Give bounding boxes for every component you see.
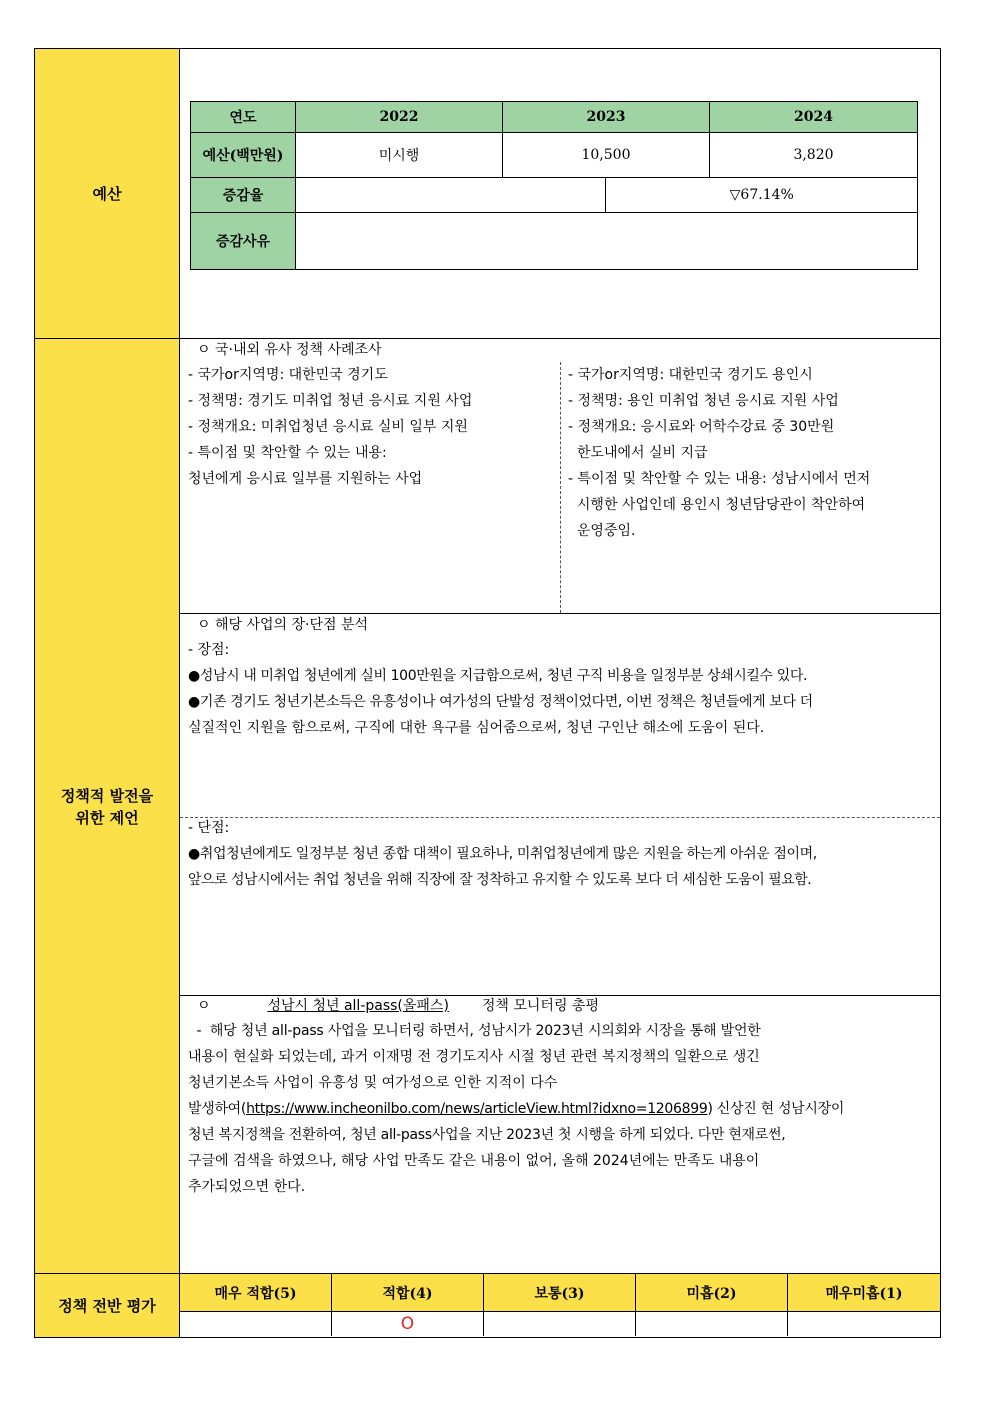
budget-header-2022: 2022	[296, 102, 503, 133]
cases-right-line: 한도내에서 실비 지급	[568, 445, 708, 461]
eval-mark: O	[400, 1314, 415, 1334]
cases-right-line: - 정책개요: 응시료와 어학수강료 중 30만원	[568, 419, 835, 435]
analysis-cons-block	[188, 815, 936, 893]
cases-left-line: 청년에게 응시료 일부를 지원하는 사업	[188, 471, 423, 487]
monitoring-line: 청년 복지정책을 전환하여, 청년 all-pass사업을 지난 2023년 첫 시행을 하게 되었다. 다만 현재로썬,	[188, 1127, 786, 1143]
eval-mark-cell[interactable]	[484, 1312, 636, 1336]
proposal-label-line2: 위한 제언	[75, 808, 139, 827]
monitoring-title-line	[197, 993, 599, 1019]
monitoring-title-underlined: 성남시 청년 all-pass(올패스)	[267, 998, 449, 1014]
cases-left-line: - 특이점 및 착안할 수 있는 내용:	[188, 445, 387, 461]
eval-option-very-insufficient	[788, 1274, 940, 1312]
proposal-label-line1: 정책적 발전을	[60, 786, 154, 805]
monitoring-line: - 해당 청년 all-pass 사업을 모니터링 하면서, 성남시가 2023년 시의회와 시장을 통해 발언한	[188, 1023, 761, 1039]
rate-row-label: 증감율	[191, 178, 296, 213]
cases-right-line: - 특이점 및 착안할 수 있는 내용: 성남시에서 먼저	[568, 471, 871, 487]
monitoring-line: 청년기본소득 사업이 유흥성 및 여가성으로 인한 지적이 다수	[188, 1075, 558, 1091]
budget-value-2023: 10,500	[502, 133, 709, 178]
cases-right-column	[568, 362, 938, 544]
eval-mark-cell[interactable]	[788, 1312, 940, 1336]
reason-row-label: 증감사유	[191, 213, 296, 270]
eval-option-insufficient	[636, 1274, 788, 1312]
cases-title: ㅇ 국·내외 유사 정책 사례조사	[197, 342, 382, 358]
analysis-pros-line: 실질적인 지원을 함으로써, 구직에 대한 욕구를 심어줌으로써, 청년 구인난 해소에 도움이 된다.	[188, 720, 765, 736]
budget-label: 예산	[92, 184, 122, 203]
eval-mark-cell[interactable]	[180, 1312, 332, 1336]
news-article-link[interactable]: https://www.incheonilbo.com/news/articleView.html?idxno=1206899	[246, 1101, 708, 1117]
analysis-cons-line: ●취업청년에게도 일정부분 청년 종합 대책이 필요하나, 미취업청년에게 많은 지원을 하는게 아쉬운 점이며,	[188, 846, 817, 862]
monitoring-link-pre: 발생하여(	[188, 1101, 247, 1117]
analysis-title: ㅇ 해당 사업의 장·단점 분석	[197, 617, 369, 633]
eval-option-label: 보통(3)	[534, 1285, 585, 1302]
eval-mark-cell[interactable]	[332, 1312, 484, 1336]
eval-option-average	[484, 1274, 636, 1312]
analysis-cons-line: 앞으로 성남시에서는 취업 청년을 위해 직장에 잘 정착하고 유지할 수 있도록 보다 더 세심한 도움이 필요함.	[188, 872, 812, 888]
budget-header-year: 연도	[191, 102, 296, 133]
budget-value-2022: 미시행	[296, 133, 503, 178]
eval-option-label: 매우미흡(1)	[825, 1285, 903, 1302]
analysis-pros-line: ●성남시 내 미취업 청년에게 실비 100만원을 지급함으로써, 청년 구직 비용을 일정부분 상쇄시킬수 있다.	[188, 668, 807, 684]
cases-column-divider	[560, 362, 561, 613]
budget-header-2023: 2023	[502, 102, 709, 133]
evaluation-grid	[180, 1274, 940, 1337]
evaluation-label-cell	[35, 1274, 180, 1337]
proposal-label-cell	[35, 339, 180, 1274]
cases-left-line: - 국가or지역명: 대한민국 경기도	[188, 367, 388, 383]
cases-right-line: 시행한 사업인데 용인시 청년담당관이 착안하여	[568, 497, 866, 513]
monitoring-body	[188, 1018, 936, 1200]
budget-header-2024: 2024	[710, 102, 918, 133]
monitoring-line: 내용이 현실화 되었는데, 과거 이재명 전 경기도지사 시절 청년 관련 복지정책의 일환으로 생긴	[188, 1049, 760, 1065]
cases-left-column	[188, 362, 558, 492]
evaluation-label: 정책 전반 평가	[58, 1296, 156, 1315]
cases-right-line: 운영중임.	[568, 523, 636, 539]
monitoring-bullet: ㅇ	[197, 998, 211, 1014]
monitoring-line: 추가되었으면 한다.	[188, 1179, 306, 1195]
monitoring-title-rest: 정책 모니터링 총평	[481, 998, 599, 1014]
budget-table	[190, 101, 918, 270]
cases-left-line: - 정책개요: 미취업청년 응시료 실비 일부 지원	[188, 419, 468, 435]
analysis-pros-block	[188, 637, 936, 741]
budget-row-label: 예산(백만원)	[191, 133, 296, 178]
eval-mark-cell[interactable]	[636, 1312, 788, 1336]
eval-option-label: 적합(4)	[382, 1285, 433, 1302]
eval-option-suitable	[332, 1274, 484, 1312]
cases-left-line: - 정책명: 경기도 미취업 청년 응시료 지원 사업	[188, 393, 473, 409]
budget-value-2024: 3,820	[710, 133, 918, 178]
eval-option-label: 미흡(2)	[686, 1285, 737, 1302]
analysis-pros-label: - 장점:	[188, 642, 230, 658]
budget-label-cell	[35, 49, 180, 339]
reason-value	[296, 213, 918, 270]
cases-right-line: - 정책명: 용인 미취업 청년 응시료 지원 사업	[568, 393, 839, 409]
analysis-pros-line: ●기존 경기도 청년기본소득은 유흥성이나 여가성의 단발성 정책이었다면, 이번 정책은 청년들에게 보다 더	[188, 694, 813, 710]
eval-option-very-suitable	[180, 1274, 332, 1312]
eval-option-label: 매우 적합(5)	[214, 1285, 297, 1302]
rate-value-right: ▽67.14%	[606, 178, 918, 213]
monitoring-line: 구글에 검색을 하였으나, 해당 사업 만족도 같은 내용이 없어, 올해 2024년에는 만족도 내용이	[188, 1153, 760, 1169]
cases-right-line: - 국가or지역명: 대한민국 경기도 용인시	[568, 367, 813, 383]
analysis-cons-label: - 단점:	[188, 820, 230, 836]
monitoring-link-line	[188, 1096, 936, 1122]
monitoring-link-post: ) 신상진 현 성남시장이	[707, 1101, 845, 1117]
rate-value-left	[296, 178, 606, 213]
